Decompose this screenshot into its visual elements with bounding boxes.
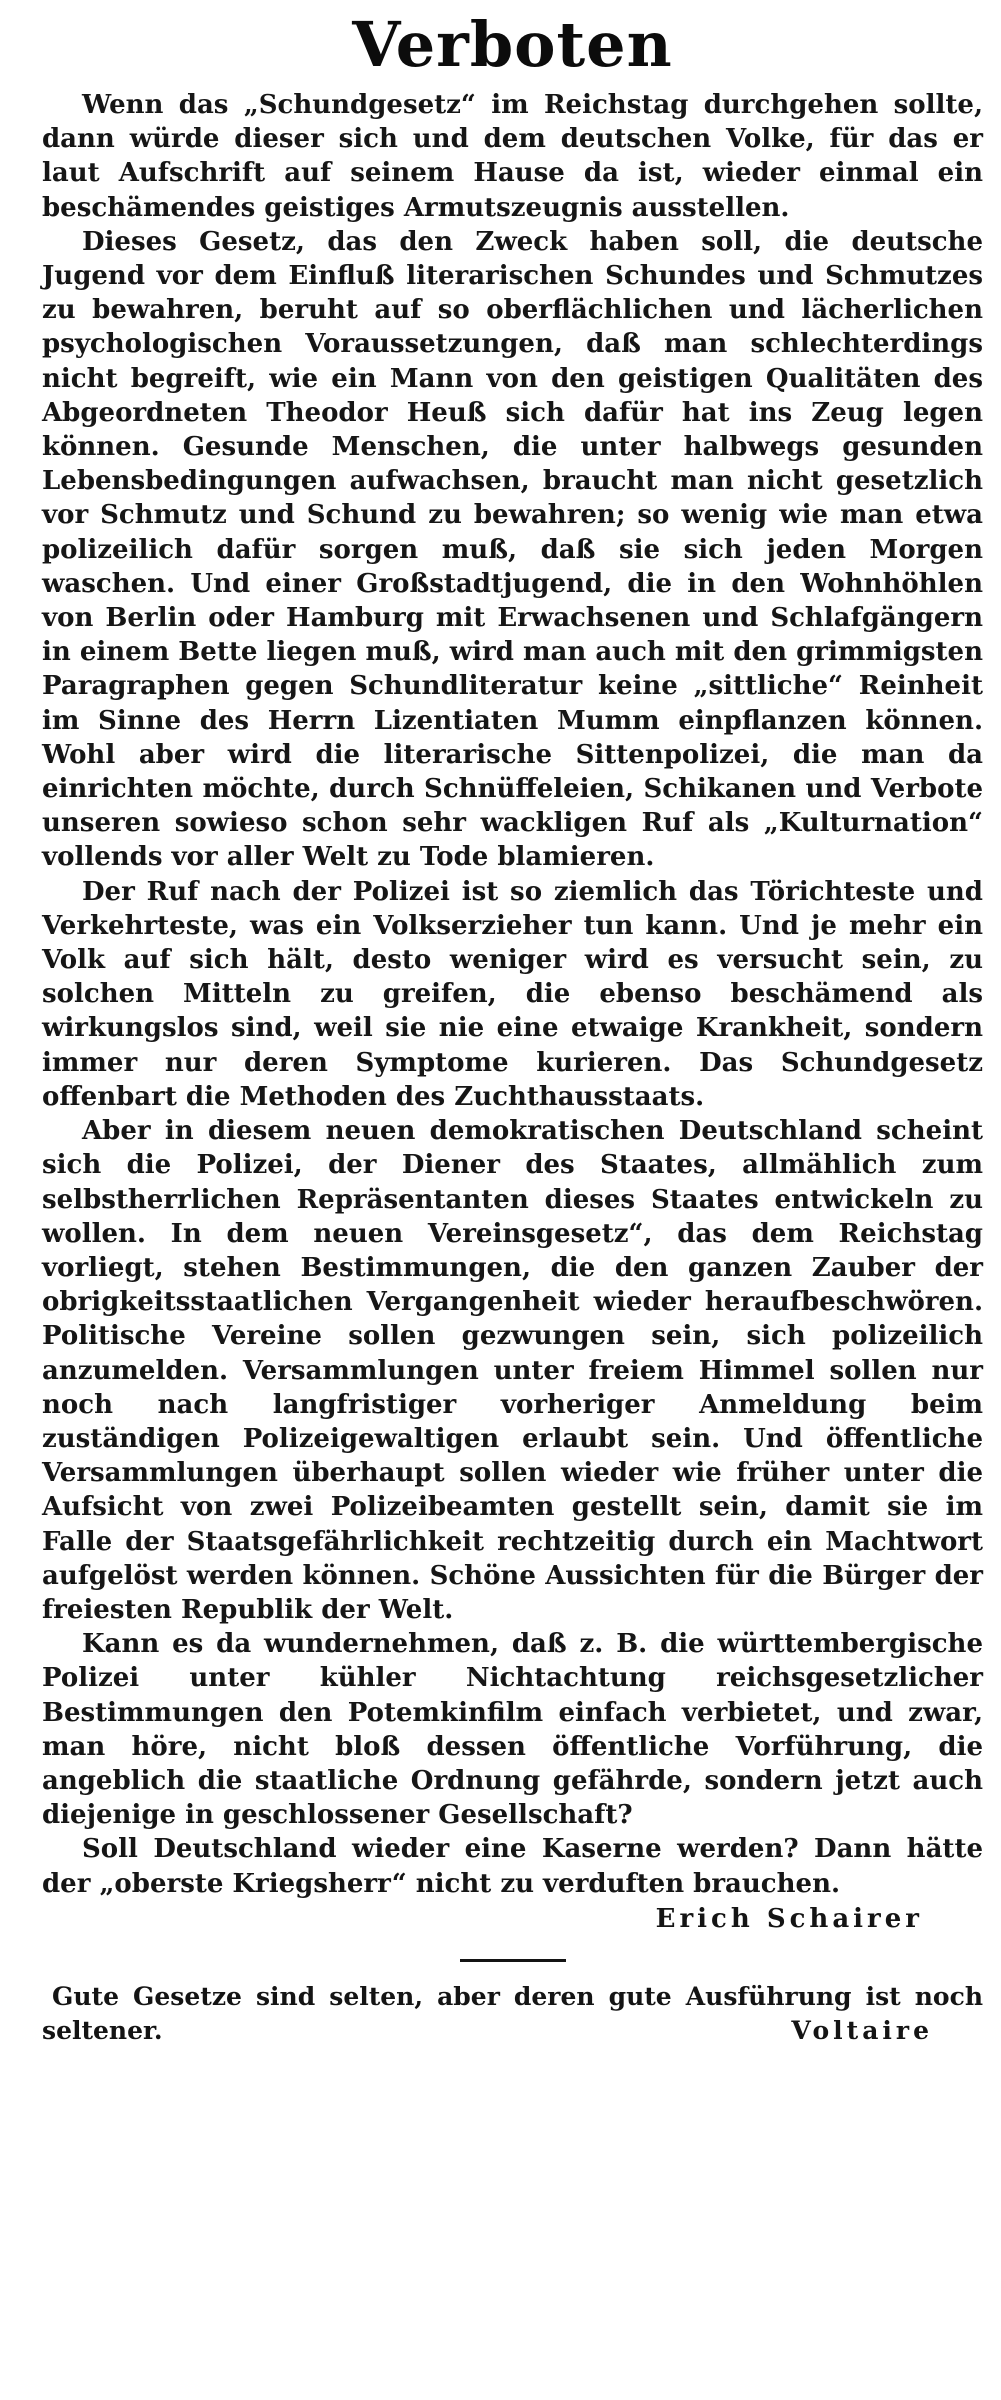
article-paragraph-1: Wenn das „Schundgesetz“ im Reichstag durchgehen sollte, dann würde dieser sich und dem deutschen Volke, für das er laut Aufschrift auf seinem Hause da ist, wieder einmal ein beschämendes geistiges Armutszeugnis ausstellen.	[42, 90, 983, 223]
article-paragraph-5: Kann es da wundernehmen, daß z. B. die württembergische Polizei unter kühler Nichtachtung reichsgesetzlicher Bestimmungen den Potemkinfilm einfach verbietet, und zwar, man höre, nicht bloß dessen öffentliche Vorführung, die angeblich die staatliche Ordnung gefährde, sondern jetzt auch diejenige in geschlossener Gesellschaft?	[42, 1629, 983, 1831]
article-body	[42, 88, 983, 1901]
article-paragraph-3: Der Ruf nach der Polizei ist so ziemlich das Törichteste und Verkehrteste, was ein Volkserzieher tun kann. Und je mehr ein Volk auf sich hält, desto weniger wird es versucht sein, zu solchen Mitteln zu greifen, die ebenso beschämend als wirkungslos sind, weil sie nie eine etwaige Krankheit, sondern immer nur deren Symptome kurieren. Das Schundgesetz offenbart die Methoden des Zuchthausstaats.	[42, 876, 983, 1112]
article-paragraph-2: Dieses Gesetz, das den Zweck haben soll, die deutsche Jugend vor dem Einfluß literarischen Schundes und Schmutzes zu bewahren, beruht auf so oberflächlichen und lächerlichen psychologischen Voraussetzungen, daß man schlechterdings nicht begreift, wie ein Mann von den geistigen Qualitäten des Abgeordneten Theodor Heuß sich dafür hat ins Zeug legen können. Gesunde Menschen, die unter halbwegs gesunden Lebensbedingungen aufwachsen, braucht man nicht gesetzlich vor Schmutz und Schund zu bewahren; so wenig wie man etwa polizeilich dafür sorgen muß, daß sie sich jeden Morgen waschen. Und einer Großstadtjugend, die in den Wohnhöhlen von Berlin oder Hamburg mit Erwachsenen und Schlafgängern in einem Bette liegen muß, wird man auch mit den grimmigsten Paragraphen gegen Schundliteratur keine „sittliche“ Reinheit im Sinne des Herrn Lizentiaten Mumm einpflanzen können. Wohl aber wird die literarische Sittenpolizei, die man da einrichten möchte, durch Schnüffeleien, Schikanen und Verbote unseren sowieso schon sehr wackligen Ruf als „Kulturnation“ vollends vor aller Welt zu Tode blamieren.	[42, 226, 983, 873]
article-paragraph-6: Soll Deutschland wieder eine Kaserne werden? Dann hätte der „oberste Kriegsherr“ nicht zu verduften brauchen.	[42, 1834, 983, 1899]
article-paragraph-4: Aber in diesem neuen demokratischen Deutschland scheint sich die Polizei, der Diener des Staates, allmählich zum selbstherrlichen Repräsentanten dieses Staates entwickeln zu wollen. In dem neuen Vereinsgesetz“, das dem Reichstag vorliegt, stehen Bestimmungen, die den ganzen Zauber der obrigkeitsstaatlichen Vergangenheit wieder heraufbeschwören. Politische Vereine sollen gezwungen sein, sich polizeilich anzumelden. Versammlungen unter freiem Himmel sollen nur noch nach langfristiger vorheriger Anmeldung beim zuständigen Polizeigewaltigen erlaubt sein. Und öffentliche Versammlungen überhaupt sollen wieder wie früher unter die Aufsicht von zwei Polizeibeamten gestellt sein, damit sie im Falle der Staatsgefährlichkeit rechtzeitig durch ein Machtwort aufgelöst werden können. Schöne Aussichten für die Bürger der freiesten Republik der Welt.	[42, 1116, 983, 1625]
quote-author: Voltaire	[791, 2015, 933, 2045]
article-author: Erich Schairer	[655, 1903, 923, 1934]
quote-text: Gute Gesetze sind selten, aber deren gute Ausführung ist noch seltener.	[42, 1981, 983, 2045]
section-divider	[460, 1959, 566, 1962]
article-headline: Verboten	[352, 8, 673, 81]
